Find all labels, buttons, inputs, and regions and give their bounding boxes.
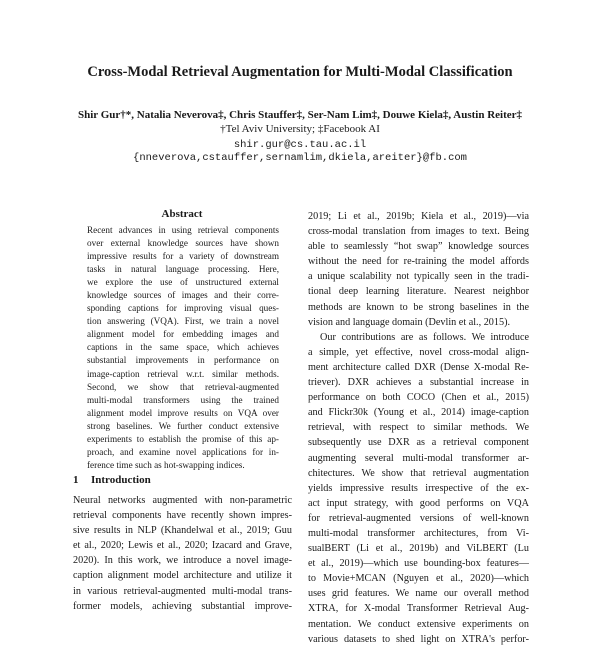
body-line: methods are known to be strong baselines in the — [308, 301, 529, 313]
abstract-line: substantial improvements in performance on — [87, 355, 279, 366]
abstract-line: multi-modal transformers using the trained — [87, 394, 279, 405]
author-list: Shir Gur†*, Natalia Neverova‡, Chris Stauffer‡, Ser-Nam Lim‡, Douwe Kiela‡, Austin Reiter‡ — [77, 109, 523, 121]
body-line: a unique scalability not typically seen in the tradi- — [308, 271, 529, 283]
body-line: ment architecture called DXR (Dense X-modal Re- — [308, 361, 529, 373]
body-line: mentation. We conduct extensive experiments on — [308, 618, 529, 630]
section-heading-introduction — [73, 474, 151, 486]
abstract-line: Recent advances in using retrieval components — [87, 225, 279, 235]
intro-line: caption alignment model architecture and utilize it — [73, 570, 292, 582]
body-line: cross-modal translation from images to text. Being — [308, 226, 529, 238]
body-line: tional deep learning literature. Nearest neighbor — [308, 286, 529, 298]
abstract-body — [87, 224, 279, 472]
intro-line: sive results in NLP (Khandelwal et al., 2019; Guu — [73, 525, 292, 537]
body-line: a simple, yet effective, novel cross-modal align- — [308, 346, 529, 358]
intro-line: 2020). In this work, we introduce a novel image- — [73, 555, 292, 567]
intro-line: former models, achieving substantial improve- — [73, 600, 292, 612]
abstract-line: sponding captions for improving visual ques- — [87, 303, 279, 314]
abstract-line: alignment model improve results on VQA over — [87, 407, 279, 418]
right-column-body — [308, 209, 529, 647]
body-line: able to seamlessly “hot swap” knowledge sources — [308, 241, 529, 253]
body-line: act input strategy, with good performs on VQA — [308, 497, 529, 509]
abstract-line: over external knowledge sources have shown — [87, 238, 279, 249]
body-line: chitectures. We show that retrieval augmentation — [308, 467, 529, 479]
body-line: augmenting several multi-modal transformer ar- — [308, 452, 529, 464]
contact-email-primary: shir.gur@cs.tau.ac.il — [233, 139, 367, 151]
abstract-line: experiments to establish the promise of this ap- — [87, 433, 279, 444]
body-line: vision and language domain (Devlin et al., 2015). — [308, 316, 511, 328]
body-line: subsequently use DXR as a retrieval component — [308, 437, 529, 449]
introduction-body — [73, 493, 292, 614]
body-line: yields impressive results irrespective of the ex- — [308, 482, 529, 494]
abstract-line: impressive results for a variety of downstream — [87, 251, 279, 262]
abstract-line: strong baselines. We further conduct extensive — [87, 420, 279, 431]
section-number: 1 — [73, 474, 79, 486]
body-line: to Movie+MCAN (Nguyen et al., 2020)—which — [308, 573, 529, 585]
body-line: retrieval, with respect to similar methods. We — [308, 422, 529, 434]
body-line: et al., 2019)—which use bounding-box features— — [308, 558, 529, 570]
intro-line: Neural networks augmented with non-parametric — [73, 495, 292, 506]
body-line: and Flickr30k (Young et al., 2014) image-caption — [308, 407, 529, 419]
body-line: without the need for re-training the model affords — [308, 256, 529, 268]
abstract-line: ference time such as hot-swapping indices. — [87, 459, 245, 470]
abstract-line: alignment model for embedding images and — [87, 329, 279, 340]
abstract-line: tasks in natural language processing. Here, — [87, 264, 279, 275]
body-line: triever). DXR achieves a substantial increase in — [308, 377, 529, 389]
abstract-heading: Abstract — [161, 208, 203, 220]
intro-line: retrieval components have recently shown impres- — [73, 510, 292, 522]
section-title: Introduction — [91, 474, 151, 486]
paper-title: Cross-Modal Retrieval Augmentation for Multi-Modal Classification — [87, 64, 513, 80]
abstract-line: proach, and examine novel applications for in- — [87, 446, 279, 457]
abstract-line: knowledge sources of images and their corre- — [87, 290, 279, 301]
body-line: Our contributions are as follows. We introduce — [320, 331, 529, 343]
body-line: multi-modal transformer architectures, from Vi- — [308, 527, 529, 539]
abstract-line: tion answering (VQA). First, we train a novel — [87, 316, 279, 327]
abstract-line: captions in the same space, which achieves — [87, 342, 279, 353]
body-line: for retrieval-augmented versions of well-known — [308, 512, 529, 524]
abstract-line: Second, we show that retrieval-augmented — [87, 381, 279, 392]
affiliations: †Tel Aviv University; ‡Facebook AI — [220, 123, 380, 135]
body-line: performance on both COCO (Chen et al., 2015) — [308, 392, 529, 404]
abstract-line: image-caption retrieval w.r.t. similar methods. — [87, 368, 279, 379]
intro-line: et al., 2020; Lewis et al., 2020; Izacard and Grave, — [73, 540, 292, 552]
contact-email-group: {nneverova,cstauffer,sernamlim,dkiela,areiter}@fb.com — [133, 152, 467, 164]
body-line: 2019; Li et al., 2019b; Kiela et al., 2019)—via — [308, 211, 529, 222]
intro-line: in various retrieval-augmented multi-modal trans- — [73, 585, 292, 597]
body-line: XTRA, for X-modal Transformer Retrieval Aug- — [308, 603, 529, 615]
body-line: sualBERT (Li et al., 2019b) and ViLBERT (Lu — [308, 543, 529, 555]
body-line: uses grid features. We name our overall method — [308, 588, 529, 600]
body-line: various datasets to shed light on XTRA's perfor- — [308, 633, 529, 645]
abstract-line: we explore the use of unstructured external — [87, 277, 279, 288]
